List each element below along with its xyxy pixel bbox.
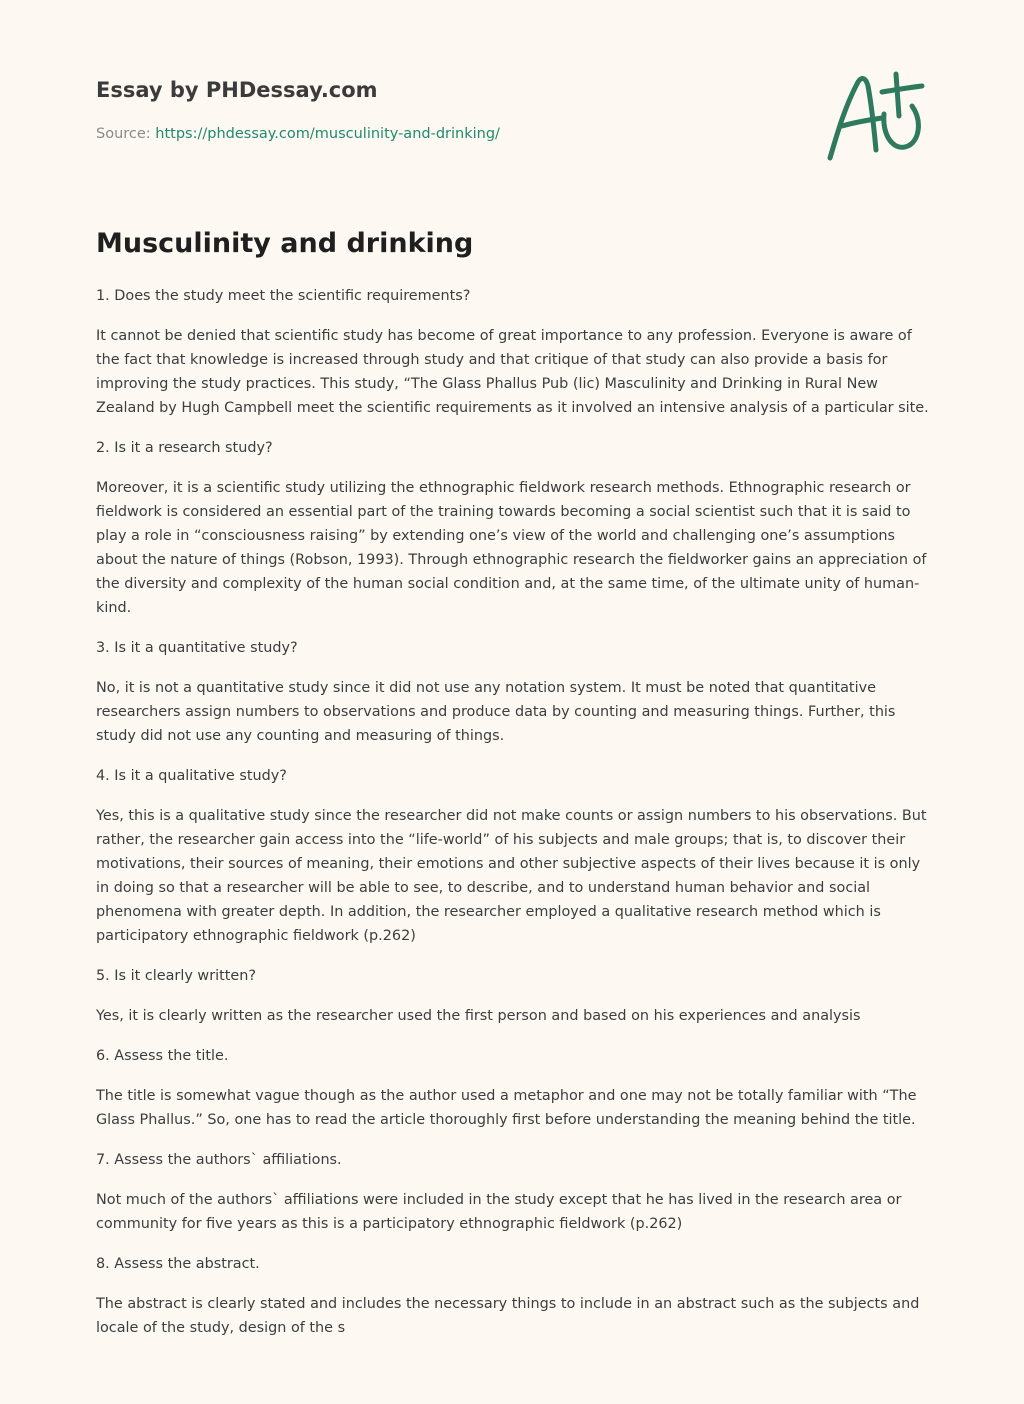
answer-paragraph: No, it is not a quantitative study since it did not use any notation system. It must be noted that quantitative researchers assign numbers to observations and produce data by counting and measuring things. Further, this study did not use any counting and measuring of things. bbox=[96, 680, 896, 744]
question-heading: 3. Is it a quantitative study? bbox=[96, 640, 298, 656]
answer-paragraph: It cannot be denied that scientific study has become of great importance to any profession. Everyone is aware of the fact that knowledge is increased through study and that critique of that study can also provide a basis for improving the study practices. This study, “The Glass Phallus Pub (lic) Masculinity and Drinking in Rural New Zealand by Hugh Campbell meet the scientific requirements as it involved an intensive analysis of a particular site. bbox=[96, 328, 929, 416]
source-label: Source: bbox=[96, 126, 151, 142]
question-heading: 1. Does the study meet the scientific requirements? bbox=[96, 288, 471, 304]
essay-title: Musculinity and drinking bbox=[96, 228, 474, 259]
question-heading: 4. Is it a qualitative study? bbox=[96, 768, 287, 784]
question-heading: 5. Is it clearly written? bbox=[96, 968, 257, 984]
answer-paragraph: Yes, it is clearly written as the researcher used the first person and based on his experiences and analysis bbox=[96, 1008, 861, 1024]
answer-paragraph: Yes, this is a qualitative study since the researcher did not make counts or assign numbers to his observations. But rather, the researcher gain access into the “life-world” of his subjects and male groups; that is, to discover their motivations, their sources of meaning, their emotions and other subjective aspects of their lives because it is only in doing so that a researcher will be able to see, to describe, and to understand human behavior and social phenomena with greater depth. In addition, the researcher employed a qualitative research method which is participatory ethnographic fieldwork (p.262) bbox=[96, 808, 927, 944]
page-header bbox=[96, 76, 796, 144]
question-heading: 2. Is it a research study? bbox=[96, 440, 273, 456]
a-plus-logo-icon bbox=[822, 68, 926, 164]
answer-paragraph: Moreover, it is a scientific study utilizing the ethnographic fieldwork research methods. Ethnographic research or fieldwork is considered an essential part of the training towards becoming a social scientist such that it is said to play a role in “consciousness raising” by extending one’s view of the world and challenging one’s assumptions about the nature of things (Robson, 1993). Through ethnographic research the fieldworker gains an appreciation of the diversity and complexity of the human social condition and, at the same time, of the ultimate unity of human-kind. bbox=[96, 480, 927, 616]
source-line bbox=[96, 124, 796, 144]
essay-content bbox=[96, 284, 932, 1356]
site-title: Essay by PHDessay.com bbox=[96, 78, 378, 102]
answer-paragraph: The abstract is clearly stated and includes the necessary things to include in an abstract such as the subjects and locale of the study, design of the s bbox=[96, 1296, 920, 1336]
question-heading: 8. Assess the abstract. bbox=[96, 1256, 260, 1272]
answer-paragraph: The title is somewhat vague though as the author used a metaphor and one may not be totally familiar with “The Glass Phallus.” So, one has to read the article thoroughly first before understanding the meaning behind the title. bbox=[96, 1088, 917, 1128]
question-heading: 6. Assess the title. bbox=[96, 1048, 229, 1064]
question-heading: 7. Assess the authors` affiliations. bbox=[96, 1152, 342, 1168]
source-link[interactable]: https://phdessay.com/musculinity-and-drinking/ bbox=[155, 126, 500, 142]
answer-paragraph: Not much of the authors` affiliations were included in the study except that he has lived in the research area or community for five years as this is a participatory ethnographic fieldwork (p.262) bbox=[96, 1192, 902, 1232]
